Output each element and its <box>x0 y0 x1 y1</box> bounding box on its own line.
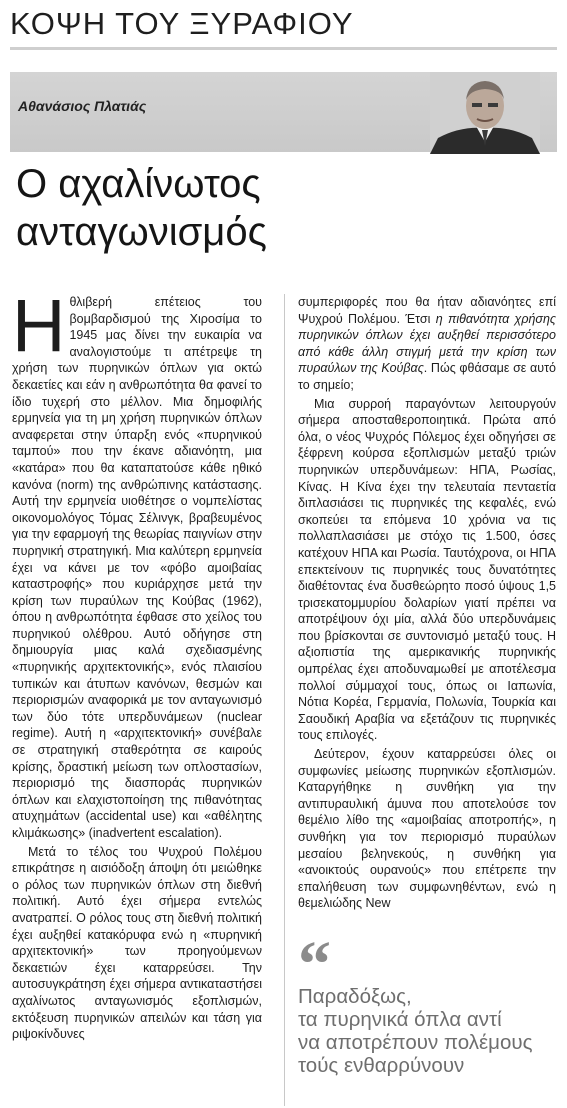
paragraph-text: θλιβερή επέτειος του βομβαρδισμού της Χιροσίμα το 1945 μας δίνει την ευκαιρία να αναλογιστούμε τι απέτρεψε τη χρήση των πυρηνικών όπλων για οκτώ δεκαετίες και εάν η ανθρωπότητα θα φανεί το ίδιο τυχερή στο μέλλον. Μια δημοφιλής ερμηνεία για τη μη χρήση πυρηνικών όπλων αναφερεται στην ύπαρξη ενός «πυρηνικού ταμπού» που την έκανε αδιανόητη, μια «κατάρα» που θα καταπατούσε κάθε ηθικό κανόνα (norm) της ανθρώπινης κατάστασης. Αυτή την ερμηνεία υιοθέτησε ο νομπελίστας οικονομολόγος Τόμας Σέλινγκ, βραβευμένος για την εφαρμογή της θεωρίας παιγνίων στην πυρηνική στρατηγική. Μια καλύτερη ερμηνεία έχει να κάνει με τον «φόβο αμοιβαίας καταστροφής» που κυριάρχησε μετά την κρίση των πυραύλων της Κούβας (1962), όπου η ανθρωπότητα έφθασε στο χείλος του πυρηνικού ολέθρου. Αυτό οδήγησε στη δημιουργία μιας καλά σχεδιασμένης «πυρηνικής αρχιτεκτονικής», ενός πλαισίου τυπικών και άτυπων κανόνων, θεσμών και περιορισμών αναφορικά με τον ανταγωνισμό των δύο τότε υπερδυνάμεων (nuclear regime). Αυτή η «αρχιτεκτονική» συνέβαλε σε στρατηγική σταθερότητα σε καιρούς κρίσης, δραστική μείωση των οπλοστασίων, περιορισμό της διασποράς πυρηνικών όπλων και ελαχιστοποίηση της πιθανότητας ατυχημάτων (accidental use) και «αθέλητης κλιμάκωσης» (inadvertent escalation). <box>12 295 262 840</box>
pull-quote-text <box>298 985 556 1077</box>
paragraph-text: συμπεριφορές που θα ήταν αδιανόητες επί Ψυχρού Πολέμου. Έτσι <box>298 295 556 326</box>
headline <box>16 160 556 256</box>
paragraph: Μια συρροή παραγόντων λειτουργούν σήμερα αποσταθεροποιητικά. Πρώτα από όλα, ο νέος Ψυχρός Πόλεμος έχει οδηγήσει σε ξέφρενη κούρσα εξοπλισμών μεταξύ τριών πυρηνικών υπερδυνάμεων: ΗΠΑ, Ρωσίας, Κίνας. Η Κίνα έχει την τελευταία πενταετία διπλασιάσει τις πυρηνικές της κεφαλές, ενώ σκοπεύει τα επόμενα 10 χρόνια να τις πολλαπλασιάσει με στόχο τις 1.500, όσες κατέχουν ΗΠΑ και Ρωσία. Ταυτόχρονα, οι ΗΠΑ επεκτείνουν τις πυρηνικές τους δυνατότητες διαθέτοντας ένα δυσθεώρητο ποσό ύψους 1,5 τρισεκατομμυρίου δολαρίων γιατί πρέπει να αποτρέψουν όχι μία, αλλά δύο υπερδυνάμεις που βρίσκονται σε συντονισμό μεταξύ τους. Η αξιοπιστία της αμερικανικής πυρηνικής ομπρέλας έχει αποδυναμωθεί με αποτέλεσμα πολλοί σύμμαχοί τους, όπως οι Ιαπωνία, Νότια Κορέα, Γερμανία, Πολωνία, Τουρκία και Σαουδική Αραβία να εξετάζουν τις πυρηνικές τους επιλογές. <box>298 396 556 743</box>
paragraph <box>12 284 262 842</box>
quote-marks-icon: “ <box>298 928 331 1001</box>
drop-cap: Η <box>12 284 66 367</box>
paragraph <box>298 294 556 394</box>
pull-quote-line: τούς ενθαρρύνουν <box>298 1054 465 1077</box>
emphasis-text: η πιθανότητα χρήσης πυρηνικών όπλων έχει αυξηθεί περισσότερο από κάθε άλλη στιγμή μετά την κρίση των πυραύλων της Κούβας <box>298 311 556 376</box>
article-column-left <box>12 284 262 1045</box>
headline-line-1: Ο αχαλίνωτος <box>16 162 261 206</box>
pull-quote-line: να αποτρέπουν πολέμους <box>298 1031 533 1054</box>
author-portrait <box>430 72 540 154</box>
top-rule <box>10 47 557 50</box>
paragraph: Μετά το τέλος του Ψυχρού Πολέμου επικράτησε η αισιόδοξη άποψη ότι μειώθηκε ο ρόλος των πυρηνικών όπλων στη διεθνή πολιτική. Αυτό έχει σήμερα εντελώς ανατραπεί. Ο ρόλος τους στη διεθνή πολιτική έχει αυξηθεί κατακόρυφα ενώ η «πυρηνική αρχιτεκτονική» των προηγούμενων δεκαετιών έχει καταρρεύσει. Την αυτοσυγκράτηση έχει σήμερα αντικαταστήσει αχαλίνωτος ανταγωνισμός εξοπλισμών, εκτόξευση πυρηνικών απειλών και τάση για ριψοκίνδυνες <box>12 844 262 1042</box>
pull-quote-line: τα πυρηνικά όπλα αντί <box>298 1008 502 1031</box>
pull-quote-line: Παραδόξως, <box>298 985 412 1008</box>
headline-line-2: ανταγωνισμός <box>16 210 267 254</box>
author-name: Αθανάσιος Πλατιάς <box>18 98 147 114</box>
paragraph: Δεύτερον, έχουν καταρρεύσει όλες οι συμφωνίες μείωσης πυρηνικών εξοπλισμών. Καταργήθηκε η συνθήκη για την αντιπυραυλική άμυνα που αποτελούσε τον θεμέλιο λίθο της «αμοιβαίας αποτροπής», η συνθήκη για τον περιορισμό πυραύλων μεσαίου βεληνεκούς, η συνθήκη για «ανοικτούς ουρανούς» που επέτρεπε την επαλήθευση των συμφωνηθέντων, ενώ η θεμελιώδης New <box>298 747 556 911</box>
paragraph-text: . Πώς φθάσαμε σε αυτό το σημείο; <box>298 361 556 392</box>
column-name: ΚΟΨΗ ΤΟΥ ΞΥΡΑΦΙΟΥ <box>10 6 354 41</box>
pull-quote <box>284 928 557 1105</box>
article-column-right <box>298 294 556 914</box>
